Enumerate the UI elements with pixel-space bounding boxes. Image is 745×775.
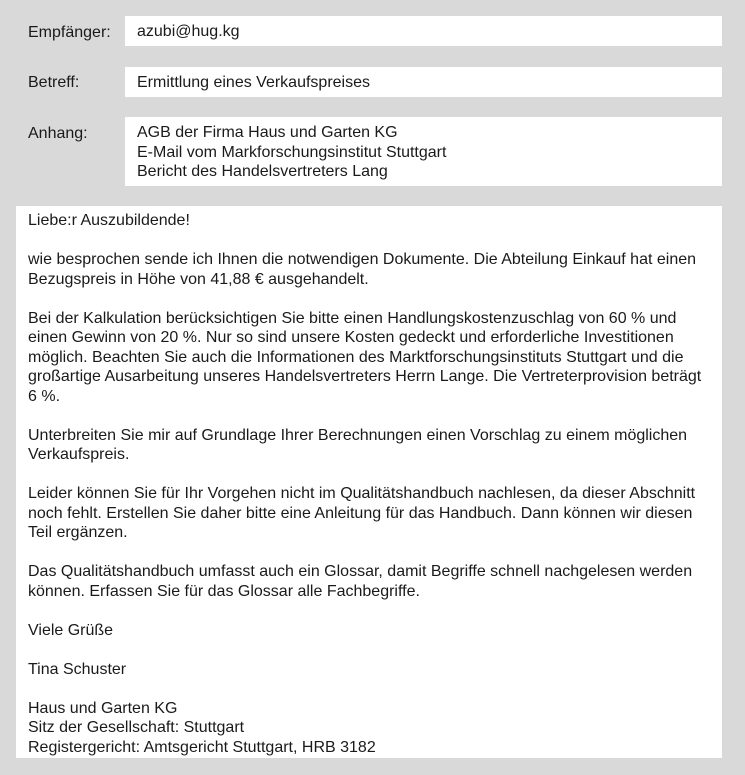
recipient-field[interactable]: azubi@hug.kg xyxy=(125,16,722,46)
body-paragraph: Unterbreiten Sie mir auf Grundlage Ihrer Berechnungen einen Vorschlag zu einem möglichen Verkaufspreis. xyxy=(28,426,688,463)
email-body[interactable] xyxy=(16,206,722,758)
attachment-item[interactable]: E-Mail vom Markforschungsinstitut Stuttgart xyxy=(137,143,447,161)
subject-field[interactable]: Ermittlung eines Verkaufspreises xyxy=(125,67,722,97)
body-paragraph: Das Qualitätshandbuch umfasst auch ein Glossar, damit Begriffe schnell nachgelesen werden können. Erfassen Sie für das Glossar alle Fachbegriffe. xyxy=(28,563,693,600)
attachments-label: Anhang: xyxy=(28,125,88,142)
body-paragraph: Leider können Sie für Ihr Vorgehen nicht im Qualitätshandbuch nachlesen, da dieser Abschnitt noch fehlt. Erstellen Sie daher bitte eine Anleitung für das Handbuch. Dann können wir diesen Teil ergänzen. xyxy=(28,485,696,541)
signature-block xyxy=(28,699,710,758)
greeting: Liebe:r Auszubildende! xyxy=(28,212,190,229)
signature-register: Registergericht: Amtsgericht Stuttgart, HRB 3182 xyxy=(28,738,376,756)
closing: Viele Grüße xyxy=(28,621,114,639)
sender-name: Tina Schuster xyxy=(28,660,127,678)
signature-seat: Sitz der Gesellschaft: Stuttgart xyxy=(28,719,245,736)
attachment-item[interactable]: Bericht des Handelsvertreters Lang xyxy=(137,163,388,180)
attachments-field xyxy=(125,117,722,186)
signature-company: Haus und Garten KG xyxy=(28,699,178,717)
attachment-item[interactable]: AGB der Firma Haus und Garten KG xyxy=(137,124,398,141)
body-paragraph: wie besprochen sende ich Ihnen die notwendigen Dokumente. Die Abteilung Einkauf hat einen Bezugspreis in Höhe von 41,88 € ausgehandelt. xyxy=(28,251,697,288)
subject-label: Betreff: xyxy=(28,74,80,91)
body-paragraph: Bei der Kalkulation berücksichtigen Sie bitte einen Handlungskostenzuschlag von 60 % und einen Gewinn von 20 %. Nur so sind unsere Kosten gedeckt und erforderliche Investitionen möglich. Beachten Sie auch die Informationen des Marktforschungsinstituts Stuttgart und die großartige Ausarbeitung unseres Handelsvertreters Herrn Lange. Die Vertreterprovision beträgt 6 %. xyxy=(28,309,702,405)
recipient-label: Empfänger: xyxy=(28,24,111,41)
